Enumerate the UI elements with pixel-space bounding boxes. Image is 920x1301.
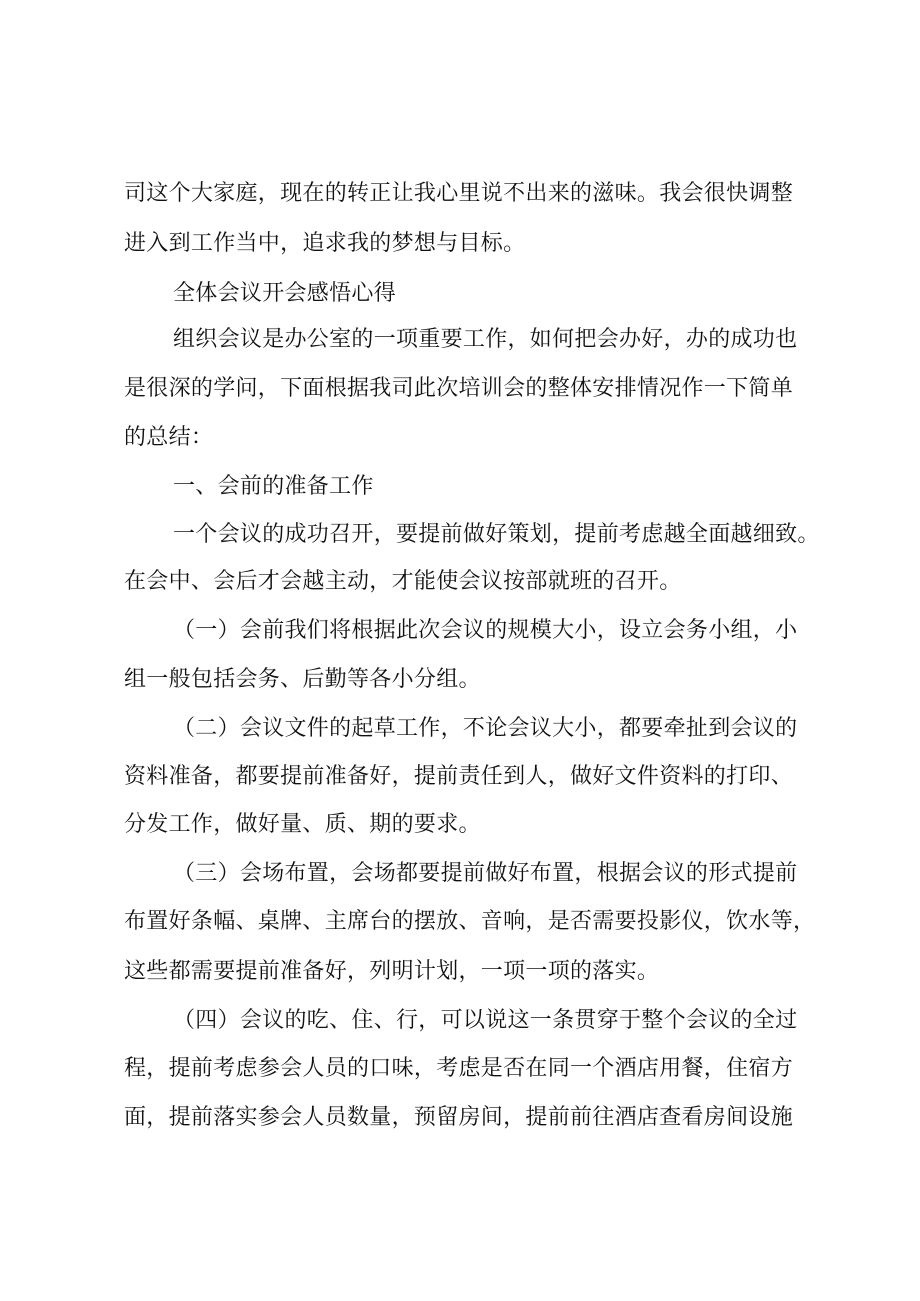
text-line: 面，提前落实参会人员数量，预留房间，提前前往酒店查看房间设施 [124, 1105, 794, 1130]
section-heading: 一、会前的准备工作 [173, 474, 374, 499]
text-line: 在会中、会后才会越主动，才能使会议按部就班的召开。 [124, 569, 682, 594]
text-line: 组一般包括会务、后勤等各小分组。 [124, 667, 481, 692]
text-line: 布置好条幅、桌牌、主席台的摆放、音响，是否需要投影仪，饮水等， [124, 909, 816, 934]
text-line: （二）会议文件的起草工作，不论会议大小，都要牵扯到会议的 [173, 716, 798, 741]
text-line: 司这个大家庭，现在的转正让我心里说不出来的滋味。我会很快调整 [124, 181, 794, 206]
text-line: 一个会议的成功召开，要提前做好策划，提前考虑越全面越细致。 [173, 522, 820, 547]
text-line: 的总结： [124, 425, 214, 450]
section-title: 全体会议开会感悟心得 [173, 281, 397, 306]
text-line: （四）会议的吃、住、行，可以说这一条贯穿于整个会议的全过 [173, 1008, 798, 1033]
text-line: 进入到工作当中，追求我的梦想与目标。 [124, 231, 526, 256]
text-line: 组织会议是办公室的一项重要工作，如何把会办好，办的成功也 [173, 327, 798, 352]
text-line: 程，提前考虑参会人员的口味，考虑是否在同一个酒店用餐，住宿方 [124, 1056, 794, 1081]
text-line: 分发工作，做好量、质、期的要求。 [124, 812, 481, 837]
text-line: 资料准备，都要提前准备好，提前责任到人，做好文件资料的打印、 [124, 764, 794, 789]
text-line: 这些都需要提前准备好，列明计划，一项一项的落实。 [124, 959, 660, 984]
text-line: 是很深的学问，下面根据我司此次培训会的整体安排情况作一下简单 [124, 376, 794, 401]
text-line: （一）会前我们将根据此次会议的规模大小，设立会务小组，小 [173, 618, 798, 643]
text-line: （三）会场布置，会场都要提前做好布置，根据会议的形式提前 [173, 861, 798, 886]
